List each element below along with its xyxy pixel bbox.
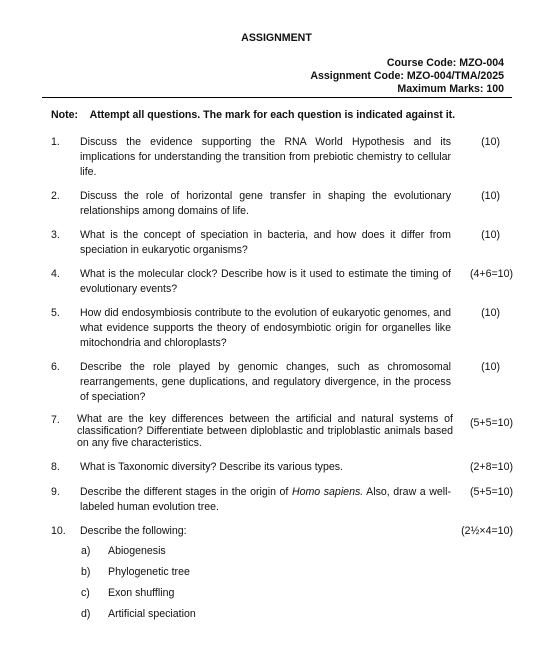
question-marks: (5+5=10) [470,486,513,498]
question-marks: (2½×4=10) [461,525,513,537]
question-marks: (10) [481,307,500,319]
question-text: What is Taxonomic diversity? Describe its various types. [80,461,343,473]
question-marks: (10) [481,361,500,373]
question-number: 8. [51,461,60,473]
sub-item-label: b) [81,566,91,578]
header-divider [42,97,512,98]
sub-item-text: Phylogenetic tree [108,566,190,578]
question-text: Describe the role played by genomic changes, such as chromosomal rearrangements, gene duplications, and regulatory divergence, in the process of speciation? [80,361,451,403]
question-marks: (10) [481,229,500,241]
question-text-end: Also, draw a well-labeled human evolution tree. [80,486,451,513]
question-text-start: Describe the different stages in the origin of [80,486,292,498]
question-number: 2. [51,190,60,202]
question-marks: (5+5=10) [470,417,513,429]
sub-item-text: Artificial speciation [108,608,196,620]
question-number: 5. [51,307,60,319]
question-marks: (10) [481,190,500,202]
sub-item-label: c) [81,587,90,599]
question-number: 3. [51,229,60,241]
question-number: 1. [51,136,60,148]
code-block [310,57,504,96]
maximum-marks: Maximum Marks: 100 [397,83,504,95]
question-marks: (10) [481,136,500,148]
question-text: Describe the following: [80,525,187,537]
question-text: How did endosymbiosis contribute to the evolution of eukaryotic genomes, and what evidence supports the theory of endosymbiotic origin for organelles like mitochondria and chloroplasts? [80,307,451,349]
species-name: Homo sapiens. [291,486,364,498]
question-text: Discuss the role of horizontal gene transfer in shaping the evolutionary relationships among domains of life. [80,190,451,217]
question-number: 10. [51,525,66,537]
question-text: What is the molecular clock? Describe how is it used to estimate the timing of evolutionary events? [80,268,451,295]
course-code: Course Code: MZO-004 [386,57,504,69]
question-text [80,485,451,515]
sub-item-text: Exon shuffling [108,587,175,599]
question-number: 4. [51,268,60,280]
question-text: What is the concept of speciation in bacteria, and how does it differ from speciation in eukaryotic organisms? [80,229,451,256]
question-text: What are the key differences between the artificial and natural systems of classification? Differentiate between diploblastic and triploblastic animals based on any five characteristics. [77,413,453,449]
question-text: Discuss the evidence supporting the RNA World Hypothesis and its implications for understanding the transition from prebiotic chemistry to cellular life. [80,136,451,178]
note [51,109,455,121]
sub-item-text: Abiogenesis [108,545,166,557]
note-label: Note: [51,109,79,121]
question-marks: (4+6=10) [470,268,513,280]
assignment-code: Assignment Code: MZO-004/TMA/2025 [310,70,504,82]
question-number: 6. [51,361,60,373]
question-number: 7. [51,414,60,426]
sub-item-label: d) [81,608,91,620]
question-marks: (2+8=10) [470,461,513,473]
question-number: 9. [51,486,60,498]
note-text: Attempt all questions. The mark for each question is indicated against it. [89,109,456,121]
sub-item-label: a) [81,545,91,557]
page-title: ASSIGNMENT [241,32,312,44]
